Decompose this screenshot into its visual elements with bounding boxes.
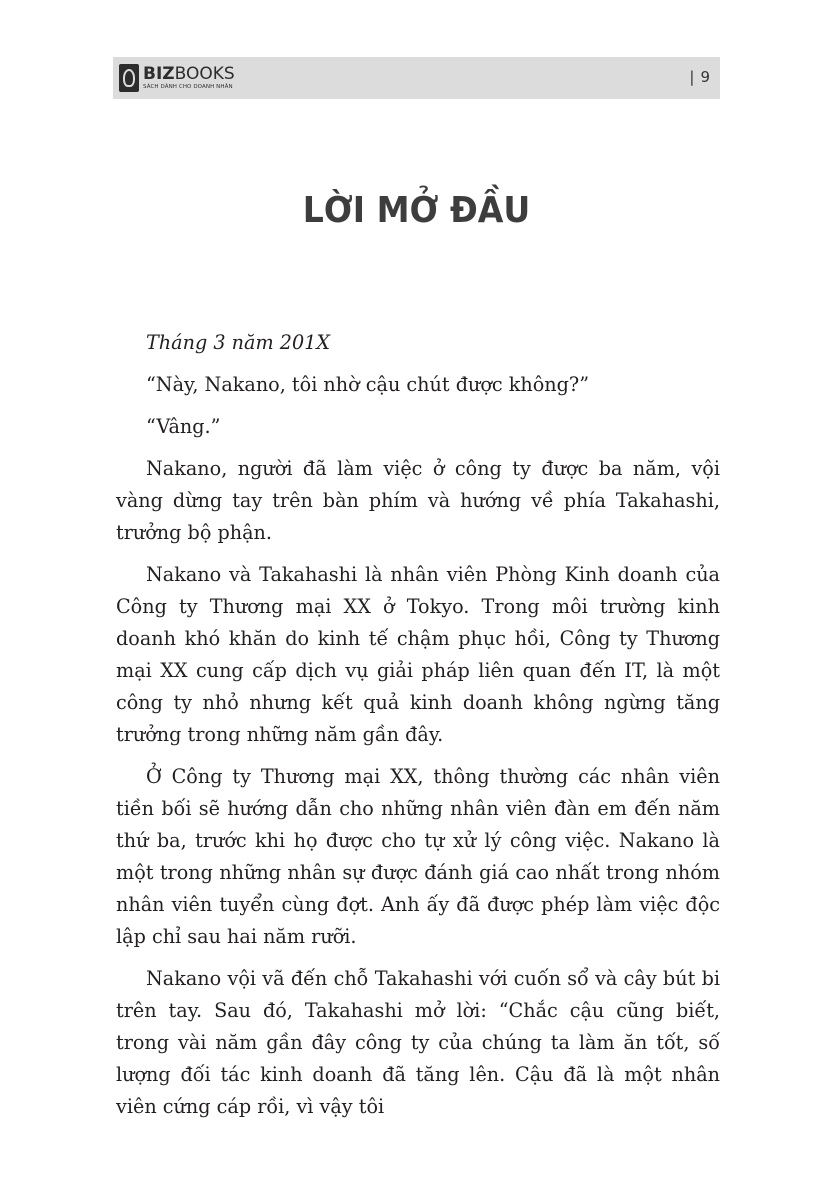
paragraph: Ở Công ty Thương mại XX, thông thường các nhân viên tiền bối sẽ hướng dẫn cho những nhân viên đàn em đến năm thứ ba, trước khi họ được cho tự xử lý công việc. Nakano là một trong những nhân sự được đánh giá cao nhất trong nhóm nhân viên tuyển cùng đợt. Anh ấy đã được phép làm việc độc lập chỉ sau hai năm rưỡi.	[116, 765, 720, 948]
logo-brand	[143, 63, 235, 84]
paragraph: Nakano và Takahashi là nhân viên Phòng Kinh doanh của Công ty Thương mại XX ở Tokyo. Trong môi trường kinh doanh khó khăn do kinh tế chậm phục hồi, Công ty Thương mại XX cung cấp dịch vụ giải pháp liên quan đến IT, là một công ty nhỏ nhưng kết quả kinh doanh không ngừng tăng trưởng trong những năm gần đây.	[116, 563, 720, 746]
publisher-logo	[119, 62, 235, 94]
paragraph: “Vâng.”	[146, 415, 221, 438]
page-number-area	[689, 68, 710, 86]
page-number: 9	[700, 68, 710, 86]
running-header	[113, 57, 720, 99]
logo-tagline: SÁCH DÀNH CHO DOANH NHÂN	[143, 83, 233, 90]
paragraph-date: Tháng 3 năm 201X	[146, 331, 331, 354]
logo-brand-light: BOOKS	[174, 63, 235, 84]
paragraph: Nakano vội vã đến chỗ Takahashi với cuốn sổ và cây bút bi trên tay. Sau đó, Takahashi mở lời: “Chắc cậu cũng biết, trong vài năm gần đây công ty của chúng ta làm ăn tốt, số lượng đối tác kinh doanh đã tăng lên. Cậu đã là một nhân viên cứng cáp rồi, vì vậy tôi	[116, 967, 720, 1118]
body-text	[116, 327, 720, 1133]
paragraph: Nakano, người đã làm việc ở công ty được ba năm, vội vàng dừng tay trên bàn phím và hướng về phía Takahashi, trưởng bộ phận.	[116, 457, 720, 544]
chapter-title: LỜI MỞ ĐẦU	[302, 190, 531, 231]
logo-text	[143, 63, 235, 91]
paragraph: “Này, Nakano, tôi nhờ cậu chút được không?”	[146, 373, 590, 396]
logo-brand-bold: BIZ	[143, 63, 175, 84]
page-number-separator: |	[689, 68, 695, 86]
bizbooks-logo-icon	[119, 64, 139, 92]
